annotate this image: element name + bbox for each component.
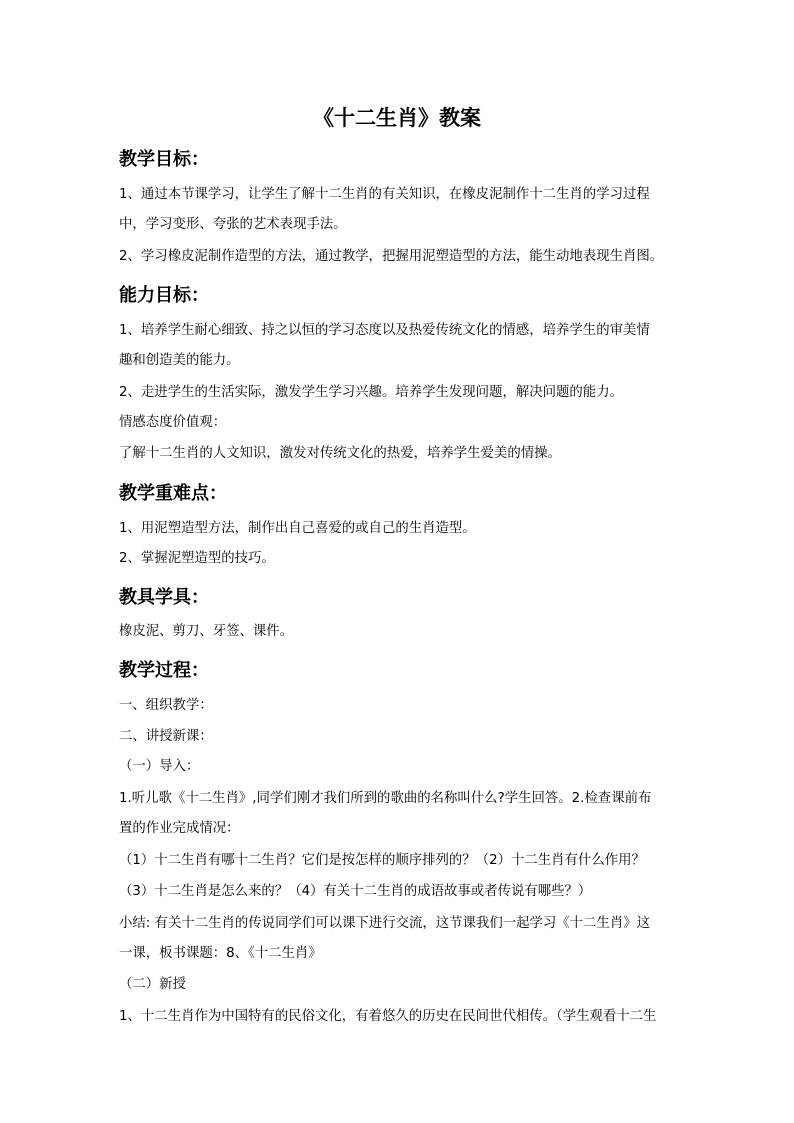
paragraph-ability-2: 2、走进学生的生活实际，激发学生学习兴趣。培养学生发现问题，解决问题的能力。 <box>119 385 623 400</box>
heading-teaching-process: 教学过程： <box>119 660 209 681</box>
paragraph-ability-1-line-2: 趣和创造美的能力。 <box>119 353 240 368</box>
paragraph-process-song-line-1: 1.听儿歌《十二生肖》,同学们刚才我们所到的歌曲的名称叫什么?学生回答。2.检查课前布 <box>119 791 652 806</box>
paragraph-keypoints-2: 2、掌握泥塑造型的技巧。 <box>119 551 275 566</box>
paragraph-process-organize: 一、组织教学： <box>119 698 213 713</box>
paragraph-process-questions-1: （1）十二生肖有哪十二生肖？它们是按怎样的顺序排列的？（2）十二生肖有什么作用？ <box>119 853 645 868</box>
paragraph-ability-1-line-1: 1、培养学生耐心细致、持之以恒的学习态度以及热爱传统文化的情感，培养学生的审美情 <box>119 323 650 338</box>
paragraph-process-summary-line-2: 一课，板书课题：8、《十二生肖》 <box>119 946 322 961</box>
paragraph-keypoints-1: 1、用泥塑造型方法，制作出自己喜爱的或自己的生肖造型。 <box>119 521 476 536</box>
paragraph-process-summary-line-1: 小结: 有关十二生肖的传说同学们可以课下进行交流，这节课我们一起学习《十二生肖》这 <box>119 916 650 931</box>
paragraph-goals-1-line-1: 1、通过本节课学习，让学生了解十二生肖的有关知识，在橡皮泥制作十二生肖的学习过程 <box>119 187 650 202</box>
heading-key-points: 教学重难点： <box>119 483 227 504</box>
paragraph-goals-2: 2、学习橡皮泥制作造型的方法，通过教学，把握用泥塑造型的方法，能生动地表现生肖图。 <box>119 249 664 264</box>
heading-teaching-tools: 教具学具： <box>119 587 209 608</box>
paragraph-process-new-lesson: 二、讲授新课： <box>119 729 213 744</box>
paragraph-process-song-line-2: 置的作业完成情况： <box>119 821 240 836</box>
paragraph-process-folk-culture: 1、十二生肖作为中国特有的民俗文化，有着悠久的历史在民间世代相传。（学生观看十二生 <box>119 1009 657 1024</box>
paragraph-tools: 橡皮泥、剪刀、牙签、课件。 <box>119 624 294 639</box>
paragraph-process-new-teach: （二）新授 <box>119 977 186 992</box>
paragraph-process-intro: （一）导入： <box>119 759 200 774</box>
heading-ability-goals: 能力目标： <box>119 285 209 306</box>
document-title: 《十二生肖》教案 <box>313 106 481 130</box>
heading-teaching-goals: 教学目标： <box>119 149 209 170</box>
paragraph-emotion-text: 了解十二生肖的人文知识，激发对传统文化的热爱，培养学生爱美的情操。 <box>119 446 561 461</box>
paragraph-goals-1-line-2: 中，学习变形、夸张的艺术表现手法。 <box>119 217 347 232</box>
paragraph-process-questions-2: （3）十二生肖是怎么来的？（4）有关十二生肖的成语故事或者传说有哪些？） <box>119 884 592 899</box>
paragraph-emotion-label: 情感态度价值观： <box>119 415 227 430</box>
